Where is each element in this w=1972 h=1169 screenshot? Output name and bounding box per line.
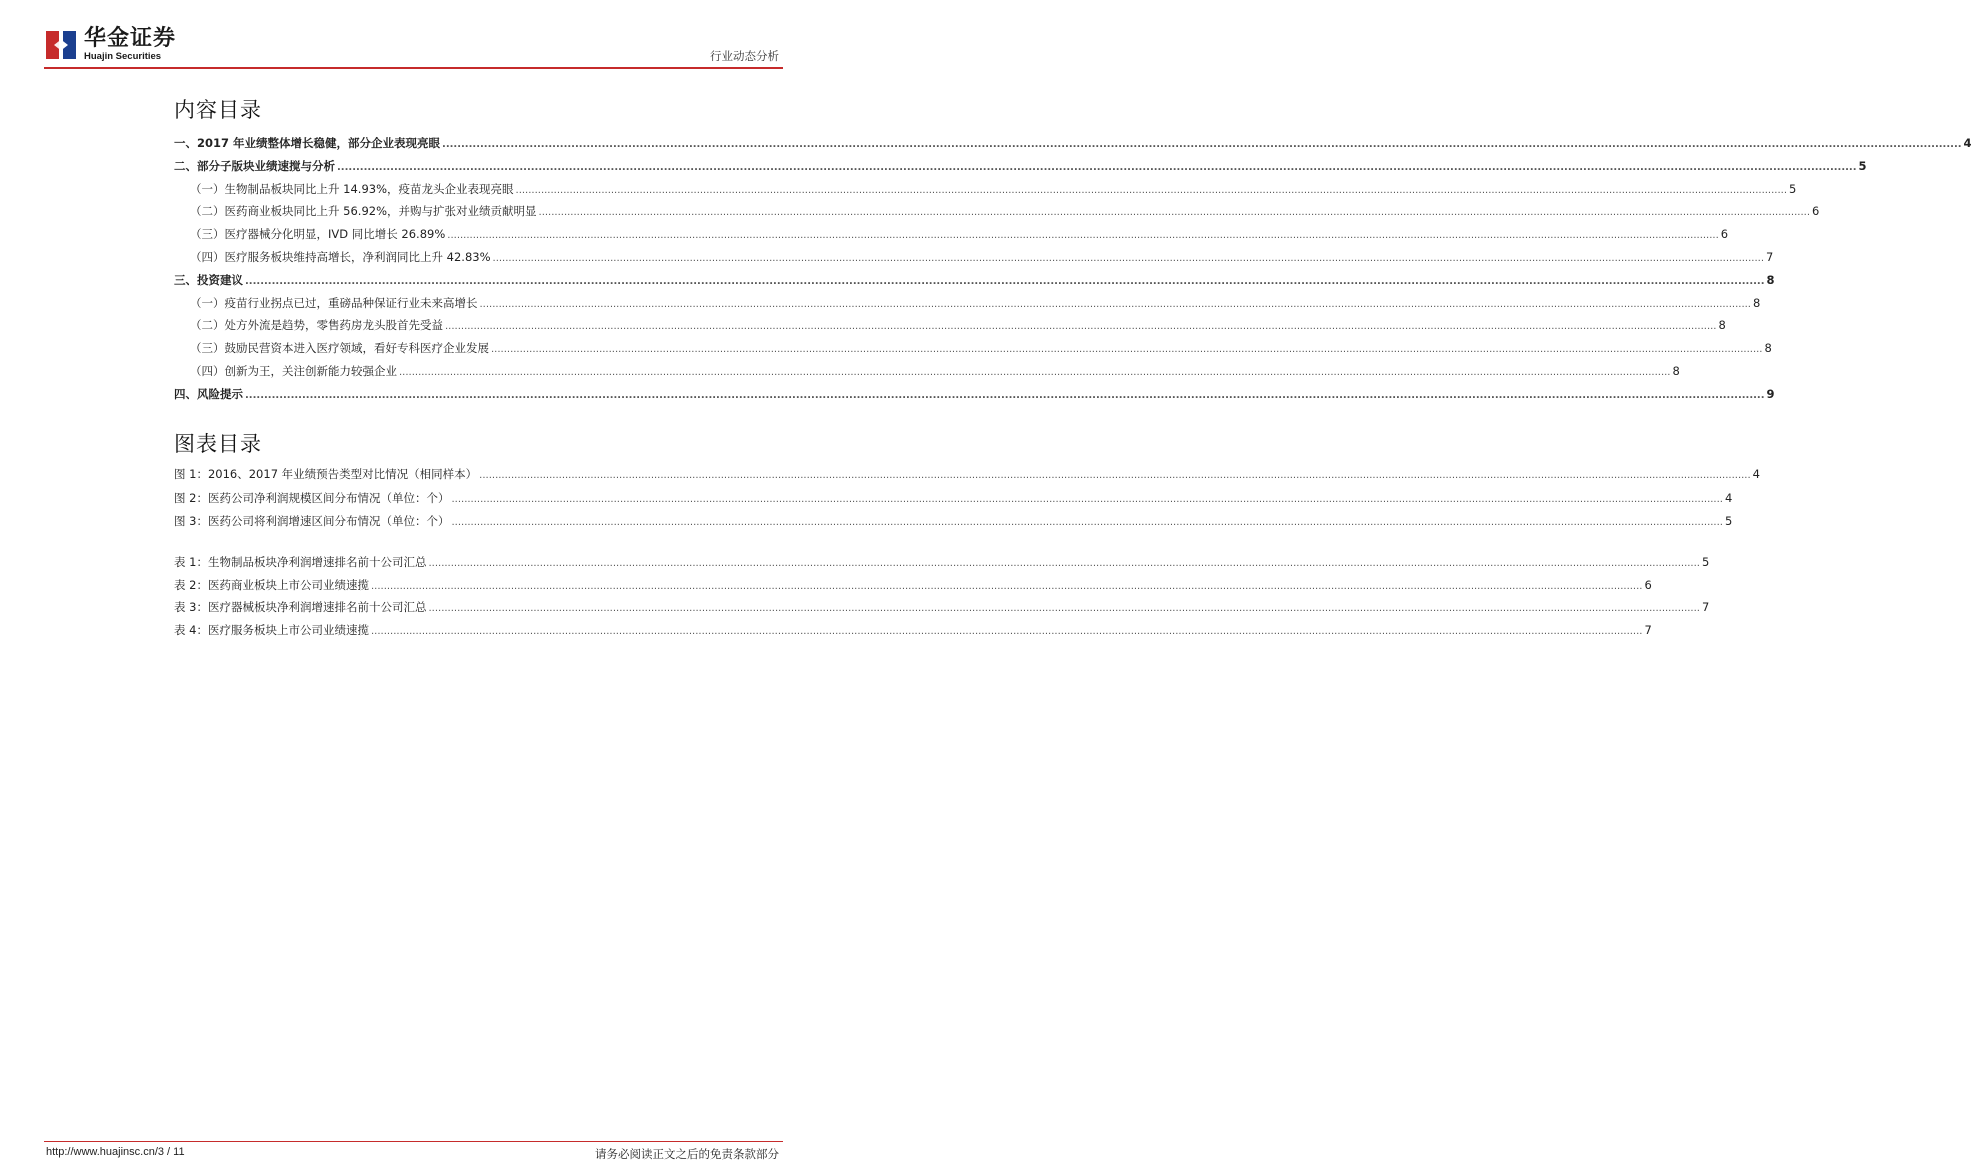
toc-entry[interactable] <box>174 272 1775 292</box>
dot-leader: ................................................................................................................................................................................................................................................................................................................................................................................................................ <box>370 625 1643 637</box>
figure-entry-text: 图 3：医药公司将利润增速区间分布情况（单位：个） <box>174 514 450 528</box>
toc-entry-text: 二、部分子版块业绩速搅与分析 <box>174 158 335 173</box>
toc-entry[interactable] <box>190 203 1820 223</box>
toc-entry-text: （一）生物制品板块同比上升 14.93%，疫苗龙头企业表现亮眼 <box>190 181 514 196</box>
toc-title: 内容目录 <box>174 98 262 122</box>
dot-leader: ................................................................................................................................................................................................................................................................................................................................................................................................................ <box>370 580 1643 592</box>
toc-entry[interactable] <box>190 249 1774 269</box>
table-entry-text: 表 4：医疗服务板块上市公司业绩速揽 <box>174 622 369 637</box>
dot-leader: ................................................................................................................................................................................................................................................................................................................................................................................................................ <box>491 344 1763 356</box>
dot-leader: ................................................................................................................................................................................................................................................................................................................................................................................................................ <box>538 207 1810 219</box>
toc-entry-text: （四）医疗服务板块维持高增长，净利润同比上升 42.83% <box>190 250 491 264</box>
dot-leader: ................................................................................................................................................................................................................................................................................................................................................................................................................ <box>445 321 1717 333</box>
toc-entry-page-number: 8 <box>1752 295 1761 310</box>
figure-entry-page-number: 4 <box>1724 490 1733 505</box>
table-entry-page-number: 7 <box>1701 600 1710 614</box>
dot-leader: ................................................................................................................................................................................................................................................................................................................................................................................................................ <box>451 493 1723 505</box>
toc-entry-page-number: 4 <box>1963 136 1972 150</box>
toc-entry-text: （二）医药商业板块同比上升 56.92%，并购与扩张对业绩贡献明显 <box>190 204 537 219</box>
toc-entry-page-number: 8 <box>1766 272 1775 287</box>
toc-entry[interactable] <box>174 386 1775 406</box>
toc-entry-page-number: 8 <box>1764 341 1772 356</box>
table-entry[interactable] <box>174 577 1652 597</box>
toc-entry-page-number: 8 <box>1718 318 1726 333</box>
dot-leader: ................................................................................................................................................................................................................................................................................................................................................................................................................ <box>245 275 1765 287</box>
toc-entry[interactable] <box>174 135 1972 155</box>
dot-leader: ................................................................................................................................................................................................................................................................................................................................................................................................................ <box>451 517 1723 528</box>
dot-leader: ................................................................................................................................................................................................................................................................................................................................................................................................................ <box>447 230 1719 242</box>
toc-entry[interactable] <box>190 181 1797 201</box>
toc-entry-page-number: 6 <box>1812 204 1820 219</box>
footer-disclaimer: 请务必阅读正文之后的免责条款部分 <box>595 1147 779 1161</box>
table-entry-text: 表 1：生物制品板块净利润增速排名前十公司汇总 <box>174 555 427 569</box>
toc-entry-text: 四、风险提示 <box>174 386 243 401</box>
table-entry-text: 表 2：医药商业板块上市公司业绩速揽 <box>174 577 369 592</box>
toc-entry-page-number: 9 <box>1766 386 1775 401</box>
toc-entry-text: （三）鼓励民营资本进入医疗领域，看好专科医疗企业发展 <box>190 341 489 356</box>
toc-entry-page-number: 6 <box>1720 227 1729 242</box>
dot-leader: ................................................................................................................................................................................................................................................................................................................................................................................................................ <box>442 139 1962 150</box>
figures-title: 图表目录 <box>174 432 262 456</box>
toc-entry-page-number: 7 <box>1766 250 1774 264</box>
figure-entry-text: 图 1：2016、2017 年业绩预告类型对比情况（相同样本） <box>174 467 478 481</box>
toc-entry[interactable] <box>190 226 1729 246</box>
toc-entry-text: （一）疫苗行业拐点已过，重磅品种保证行业未来高增长 <box>190 295 478 310</box>
toc-entry[interactable] <box>174 158 1867 178</box>
figure-entry-page-number: 4 <box>1752 467 1760 481</box>
table-entry[interactable] <box>174 554 1710 574</box>
figure-entry[interactable] <box>174 490 1733 510</box>
dot-leader: ................................................................................................................................................................................................................................................................................................................................................................................................................ <box>337 161 1857 173</box>
toc-entry-page-number: 5 <box>1789 181 1797 196</box>
dot-leader: ................................................................................................................................................................................................................................................................................................................................................................................................................ <box>245 389 1765 401</box>
table-entry-text: 表 3：医疗器械板块净利润增速排名前十公司汇总 <box>174 600 427 614</box>
toc-entry-text: 三、投资建议 <box>174 272 243 287</box>
logo-chinese-name: 华金证券 <box>84 26 177 52</box>
toc-entry-text: （三）医疗器械分化明显，IVD 同比增长 26.89% <box>190 227 446 242</box>
table-entry-page-number: 6 <box>1644 577 1652 592</box>
dot-leader: ................................................................................................................................................................................................................................................................................................................................................................................................................ <box>399 367 1671 378</box>
toc-entry[interactable] <box>190 317 1726 337</box>
dot-leader: ................................................................................................................................................................................................................................................................................................................................................................................................................ <box>479 470 1751 481</box>
toc-entry[interactable] <box>190 295 1761 315</box>
logo-english-name: Huajin Securities <box>84 51 162 63</box>
toc-entry-page-number: 5 <box>1858 158 1867 173</box>
report-type-label: 行业动态分析 <box>710 49 779 63</box>
toc-entry[interactable] <box>190 363 1680 383</box>
figure-entry[interactable] <box>174 466 1760 486</box>
figure-entry[interactable] <box>174 513 1733 533</box>
dot-leader: ................................................................................................................................................................................................................................................................................................................................................................................................................ <box>428 558 1700 569</box>
huajin-logo-icon <box>44 28 78 62</box>
header-divider <box>44 67 783 69</box>
table-entry[interactable] <box>174 622 1652 642</box>
company-logo <box>44 26 176 64</box>
figure-entry-text: 图 2：医药公司净利润规模区间分布情况（单位：个） <box>174 490 450 505</box>
table-entry-page-number: 7 <box>1644 622 1652 637</box>
toc-entry-text: （二）处方外流是趋势，零售药房龙头股首先受益 <box>190 318 443 333</box>
dot-leader: ................................................................................................................................................................................................................................................................................................................................................................................................................ <box>428 603 1700 614</box>
toc-entry-text: 一、2017 年业绩整体增长稳健，部分企业表现亮眼 <box>174 136 441 150</box>
dot-leader: ................................................................................................................................................................................................................................................................................................................................................................................................................ <box>492 253 1764 264</box>
toc-entry[interactable] <box>190 340 1772 360</box>
table-entry[interactable] <box>174 599 1710 619</box>
toc-entry-text: （四）创新为王，关注创新能力较强企业 <box>190 364 397 378</box>
dot-leader: ................................................................................................................................................................................................................................................................................................................................................................................................................ <box>515 184 1787 196</box>
toc-entry-page-number: 8 <box>1672 364 1680 378</box>
footer-divider <box>44 1141 783 1142</box>
footer-url-link[interactable]: http://www.huajinsc.cn/3 / 11 <box>46 1146 185 1158</box>
figure-entry-page-number: 5 <box>1724 514 1733 528</box>
table-entry-page-number: 5 <box>1701 555 1710 569</box>
dot-leader: ................................................................................................................................................................................................................................................................................................................................................................................................................ <box>479 298 1751 310</box>
